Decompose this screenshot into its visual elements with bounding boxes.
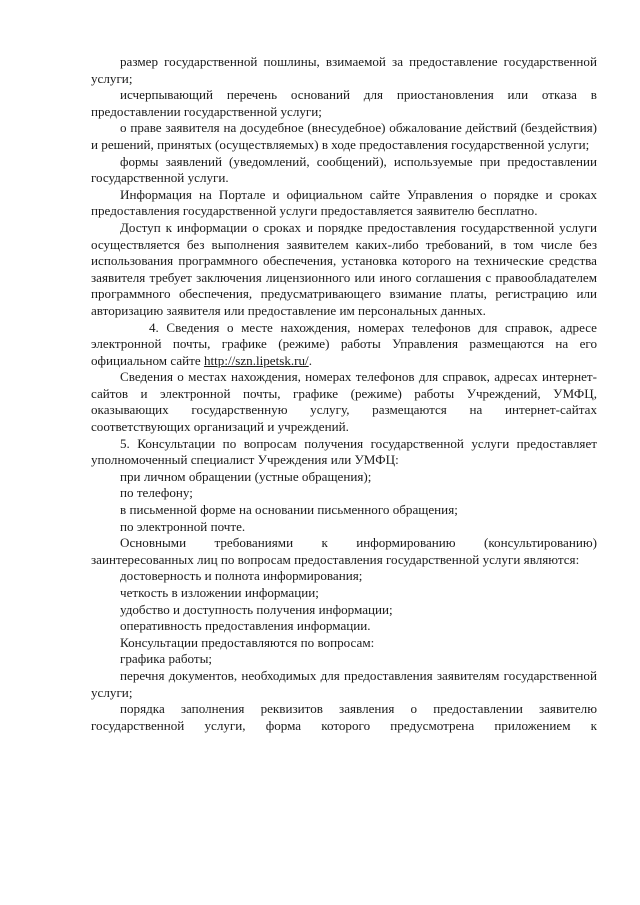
paragraph: 5. Консультации по вопросам получения государственной услуги предоставляет уполномоченный специалист Учреждения или УМФЦ: [91, 435, 597, 468]
list-item: четкость в изложении информации; [120, 585, 319, 600]
section-4-tail: . [308, 352, 312, 368]
list-item: по электронной почте. [120, 518, 246, 534]
list-item: графика работы; [120, 651, 213, 667]
list-item: перечня документов, необходимых для предоставления заявителям государственной услуги; [91, 667, 597, 700]
paragraph: исчерпывающий перечень оснований для приостановления или отказа в предоставлении государственной услуги; [91, 87, 597, 119]
paragraph: Информация на Портале и официальном сайте Управления о порядке и сроках предоставления государственной услуги предоставляется заявителю бесплатно. [91, 186, 597, 219]
list-item: удобство и доступность получения информации; [120, 601, 393, 617]
official-site-link[interactable]: http://szn.lipetsk.ru/ [203, 352, 309, 368]
paragraph: Консультации предоставляются по вопросам: [120, 634, 375, 650]
paragraph: о праве заявителя на досудебное (внесудебное) обжалование действий (бездействия) и решений, принятых (осуществляемых) в ходе предоставления государственной услуги; [91, 120, 597, 152]
list-item: по телефону; [120, 485, 193, 501]
list-item: оперативность предоставления информации. [120, 618, 371, 634]
paragraph: Сведения о местах нахождения, номерах телефонов для справок, адресах интернет-сайтов и электронной почты, графике (режиме) работы Учреждений, УМФЦ, оказывающих государственную услугу, размещаются на интернет-сайтах соответствующих организаций и учреждений. [91, 369, 597, 435]
list-item: в письменной форме на основании письменного обращения; [120, 502, 458, 518]
paragraph: Основными требованиями к информированию (консультированию) заинтересованных лиц по вопросам предоставления государственной услуги являются: [91, 535, 597, 567]
section-4-text: 4. Сведения о месте нахождения, номерах телефонов для справок, адресе электронной почты, графике (режиме) работы Управления размещаются на его официальном сайте [91, 319, 597, 368]
list-item: при личном обращении (устные обращения); [120, 468, 372, 484]
section-4-paragraph [91, 320, 597, 370]
paragraph: формы заявлений (уведомлений, сообщений), используемые при предоставлении государственной услуги. [91, 153, 597, 186]
paragraph: размер государственной пошлины, взимаемой за предоставление государственной услуги; [91, 54, 597, 86]
list-item: достоверность и полнота информирования; [120, 568, 363, 584]
document-page [91, 54, 597, 734]
paragraph: Доступ к информации о сроках и порядке предоставления государственной услуги осуществляется без выполнения заявителем каких-либо требований, в том числе без использования программного обеспечения, установка которого на технические средства заявителя требует заключения лицензионного или иного соглашения с правообладателем программного обеспечения, предусматривающего взимание платы, регистрацию или авторизацию заявителя или предоставление им персональных данных. [91, 219, 597, 318]
list-item: порядка заполнения реквизитов заявления о предоставлении заявителю государственной услуги, форма которого предусмотрена приложением к [91, 701, 597, 733]
